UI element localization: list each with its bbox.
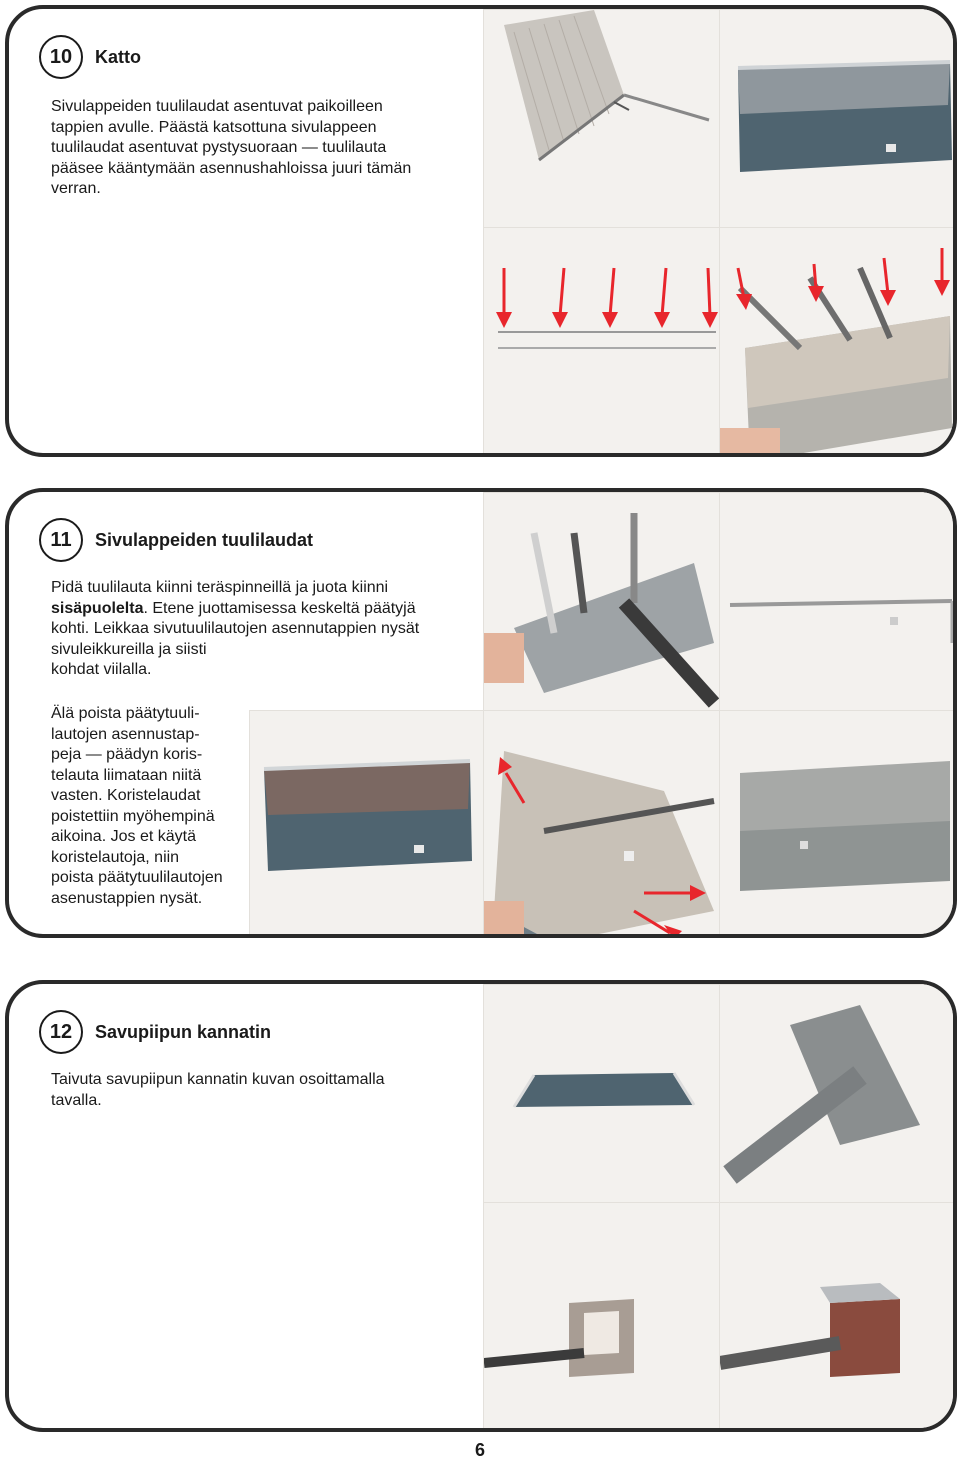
step-title: Savupiipun kannatin bbox=[95, 1022, 272, 1042]
page-number: 6 bbox=[474, 1440, 485, 1460]
step-12-panel bbox=[5, 980, 957, 1432]
photo-file-cutting-arrows bbox=[483, 710, 720, 938]
step-10-panel bbox=[5, 5, 957, 457]
step-number: 11 bbox=[39, 518, 83, 562]
step-number: 10 bbox=[39, 35, 83, 79]
step-text-bold: sisäpuolelta bbox=[51, 599, 144, 617]
step-text: Sivulappeiden tuulilaudat asentuvat paikoilleen tappien avulle. Päästä katsottuna sivulappeen tuulilaudat asentuvat pystysuoraan — tuulilauta pääsee kääntymään asennushahloissa juuri tämän verran. bbox=[51, 98, 412, 197]
photo-roof-panel-bent bbox=[719, 9, 957, 228]
step-number: 12 bbox=[39, 1010, 83, 1054]
step-title: Katto bbox=[95, 47, 141, 67]
step-text-part2: . Etene juottamisessa keskeltä päätyjä kohti. Leikkaa sivutuulilautojen asennutappien nysät sivuleikkureilla ja siisti kohdat viilalla. bbox=[51, 599, 420, 678]
step-text-part1: Pidä tuulilauta kiinni teräspinneillä ja juota kiinni bbox=[51, 579, 389, 596]
photo-chimney-bracket-folded bbox=[719, 1202, 957, 1432]
photo-chimney-bracket-flat bbox=[483, 984, 720, 1203]
photo-wind-board-finished bbox=[719, 492, 957, 711]
photo-roof-clamped bbox=[719, 227, 957, 457]
step-text bbox=[51, 578, 481, 681]
photo-chimney-bracket-u bbox=[483, 1202, 720, 1432]
photo-roof-panel-inside bbox=[249, 710, 484, 938]
step-11-panel bbox=[5, 488, 957, 938]
photo-wind-boards-arrows bbox=[483, 227, 720, 457]
step-title: Sivulappeiden tuulilaudat bbox=[95, 530, 314, 550]
photo-roof-finished bbox=[719, 710, 957, 938]
photo-roof-side-view bbox=[483, 9, 720, 228]
step-note-text: Älä poista päätytuuli- lautojen asennustap- peja — päädyn koris- telauta liimataan niitä vasten. Koristelaudat poistettiin myöhempinä aikoina. Jos et käytä koristelautoja, niin poista päätytuulilautojen asenustappien nysät. bbox=[51, 705, 223, 907]
photo-soldering-clamps bbox=[483, 492, 720, 711]
step-text: Taivuta savupiipun kannatin kuvan osoittamalla tavalla. bbox=[51, 1071, 385, 1109]
photo-chimney-bracket-bending bbox=[719, 984, 957, 1203]
